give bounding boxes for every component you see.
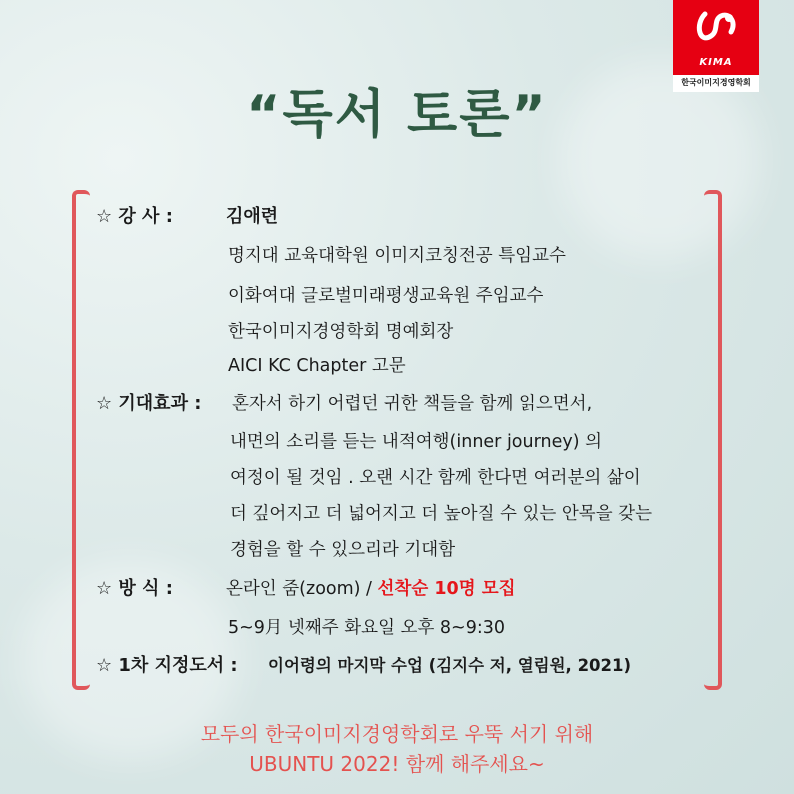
effect-line: 내면의 소리를 듣는 내적여행(inner journey) 의 (230, 432, 603, 452)
page-title: “독서 토론” (246, 85, 548, 145)
instructor-line: 명지대 교육대학원 이미지코칭전공 특임교수 (228, 246, 566, 266)
logo-mark-icon (691, 6, 741, 56)
logo-badge (673, 0, 759, 75)
effect-line: 경험을 할 수 있으리라 기대함 (230, 540, 456, 560)
instructor-line: 이화여대 글로벌미래평생교육원 주임교수 (228, 286, 544, 306)
method-label: ☆ 방 식 : (96, 578, 173, 599)
method-value: 온라인 줌(zoom) / (226, 579, 372, 599)
effect-line: 혼자서 하기 어렵던 귀한 책들을 함께 읽으면서, (232, 394, 593, 414)
schedule: 5~9月 넷째주 화요일 오후 8~9:30 (228, 618, 506, 638)
footer-line: 모두의 한국이미지경영학회로 우뚝 서기 위해 (200, 722, 594, 746)
instructor-line: AICI KC Chapter 고문 (228, 356, 406, 376)
logo-text: KIMA (699, 57, 733, 68)
method-highlight: 선착순 10명 모집 (377, 579, 516, 599)
effect-label: ☆ 기대효과 : (96, 393, 202, 414)
instructor-line: 한국이미지경영학회 명예회장 (228, 322, 454, 342)
logo-subtitle: 한국이미지경영학회 (681, 78, 751, 87)
instructor-name: 김애련 (226, 206, 279, 227)
footer-line: UBUNTU 2022! 함께 해주세요~ (249, 752, 545, 776)
effect-line: 여정이 될 것임 . 오랜 시간 함께 한다면 여러분의 삶이 (230, 468, 641, 488)
book-value: 이어령의 마지막 수업 (김지수 저, 열림원, 2021) (268, 656, 632, 675)
effect-line: 더 깊어지고 더 넓어지고 더 높아질 수 있는 안목을 갖는 (230, 504, 652, 524)
right-bracket (704, 190, 722, 690)
left-bracket (72, 190, 90, 690)
book-label: ☆ 1차 지정도서 : (96, 655, 238, 676)
instructor-label: ☆ 강 사 : (96, 206, 173, 227)
method-value-row (226, 575, 516, 600)
